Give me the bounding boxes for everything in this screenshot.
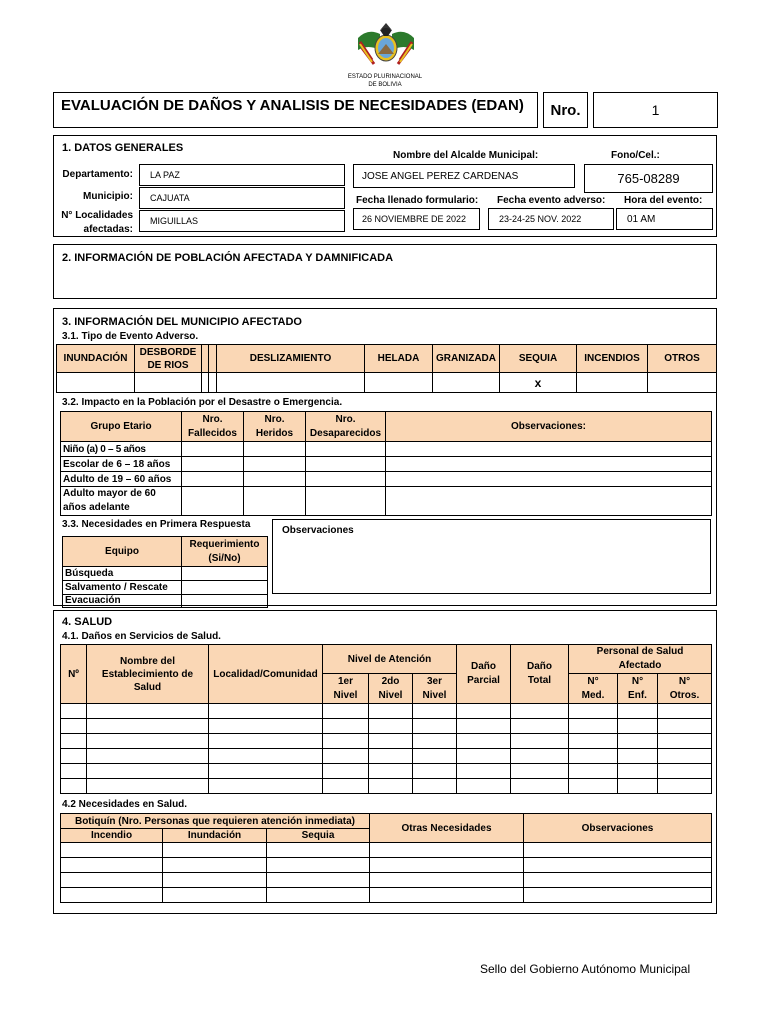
fono-value: 765-08289 [617,171,680,186]
hs-cell[interactable] [658,764,712,779]
event-desborde-cell[interactable] [135,373,202,393]
hs-nivel-header: Nivel de Atención [323,645,457,674]
state-name-line1: ESTADO PLURINACIONAL [347,74,423,80]
hs-med-line1: N° [587,675,599,687]
hs-nombre-header [87,645,209,704]
impact-desaparecidos-line1: Nro. [335,413,356,425]
hn-cell[interactable] [370,873,524,888]
hs-cell[interactable] [209,749,323,764]
fecha-evento-label: Fecha evento adverso: [497,195,606,206]
hn-cell[interactable] [163,843,267,858]
table-row [61,888,712,903]
localidades-label [55,209,133,237]
hs-cell[interactable] [369,749,413,764]
needs-row-label: Evacuación [63,595,182,608]
event-granizada-header: GRANIZADA [433,345,500,373]
event-granizada-cell[interactable] [433,373,500,393]
hs-cell[interactable] [209,719,323,734]
hn-botiquin-header: Botiquín (Nro. Personas que requieren atención inmediata) [61,814,370,829]
hn-cell[interactable] [267,888,370,903]
hs-cell[interactable] [87,749,209,764]
hs-cell[interactable] [369,719,413,734]
hs-cell[interactable] [413,734,457,749]
event-helada-cell[interactable] [365,373,433,393]
hn-cell[interactable] [163,873,267,888]
hs-cell[interactable] [209,734,323,749]
hn-sequia-header: Sequia [267,829,370,843]
impact-row-label: Escolar de 6 – 18 años [61,457,182,472]
hs-cell[interactable] [209,704,323,719]
localidades-field[interactable] [139,210,345,232]
needs-req-line2: (Si/No) [208,552,241,564]
bolivia-coat-of-arms [350,20,422,72]
hs-cell[interactable] [413,779,457,794]
event-otros-header: OTROS [648,345,717,373]
needs-cell[interactable] [182,567,268,581]
evento-subheading: 3.1. Tipo de Evento Adverso. [62,331,199,342]
poblacion-heading: 2. INFORMACIÓN DE POBLACIÓN AFECTADA Y DAMNIFICADA [62,252,394,264]
table-row [61,779,712,794]
departamento-field[interactable] [139,164,345,186]
hs-n2-line2: Nivel [378,689,403,701]
hn-incendio-header: Incendio [61,829,163,843]
municipio-heading: 3. INFORMACIÓN DEL MUNICIPIO AFECTADO [62,316,302,328]
hs-cell[interactable] [87,779,209,794]
needs-requerimiento-header [182,537,268,567]
hs-parcial-line1: Daño [471,661,496,672]
impact-fallecidos-header [182,412,244,442]
impact-cell[interactable] [386,472,712,487]
hs-cell[interactable] [457,704,511,719]
event-desborde-header [135,345,202,373]
nro-field[interactable] [593,92,718,128]
hn-inundacion-header: Inundación [163,829,267,843]
hs-cell[interactable] [323,734,369,749]
hs-nombre-line3: Salud [133,681,162,693]
impact-heridos-line2: Heridos [255,427,294,439]
needs-equipo-header: Equipo [63,537,182,567]
nro-value: 1 [651,102,660,118]
hs-cell[interactable] [457,719,511,734]
hn-cell[interactable] [370,858,524,873]
hn-cell[interactable] [267,843,370,858]
municipio-label: Municipio: [83,191,133,202]
hn-cell[interactable] [61,843,163,858]
impact-desaparecidos-line2: Desaparecidos [309,427,382,439]
hs-localidad-header: Localidad/Comunidad [209,645,323,704]
event-otros-cell[interactable] [648,373,717,393]
general-heading: 1. DATOS GENERALES [62,142,184,154]
hs-cell[interactable] [658,779,712,794]
table-row [61,858,712,873]
health-services-table [60,644,712,794]
impact-grupo-header: Grupo Etario [61,412,182,442]
hs-cell[interactable] [569,734,618,749]
event-spacer-header-b [209,345,217,373]
event-inundacion-header: INUNDACIÓN [57,345,135,373]
hs-cell[interactable] [413,719,457,734]
hs-n1-line2: Nivel [333,689,358,701]
hs-cell[interactable] [87,734,209,749]
impact-fallecidos-line2: Fallecidos [188,427,237,439]
hn-cell[interactable] [524,858,712,873]
hs-cell[interactable] [323,749,369,764]
table-row [61,764,712,779]
hs-cell[interactable] [61,719,87,734]
impact-cell[interactable] [306,457,386,472]
hs-cell[interactable] [323,719,369,734]
table-row [61,843,712,858]
impact-desaparecidos-header [306,412,386,442]
hn-cell[interactable] [163,858,267,873]
hs-cell[interactable] [511,779,569,794]
hs-cell[interactable] [87,719,209,734]
event-sequia-header: SEQUIA [500,345,577,373]
hs-parcial-header [457,645,511,704]
hs-cell[interactable] [209,764,323,779]
hn-cell[interactable] [163,888,267,903]
hs-cell[interactable] [61,734,87,749]
hs-cell[interactable] [569,764,618,779]
hs-cell[interactable] [209,779,323,794]
departamento-label: Departamento: [62,169,133,180]
page-title [53,92,538,128]
hs-cell[interactable] [658,719,712,734]
event-spacer-cell-b [209,373,217,393]
hs-cell[interactable] [457,749,511,764]
hs-cell[interactable] [323,779,369,794]
hs-otros-header [658,674,712,704]
hs-cell[interactable] [658,704,712,719]
hs-cell[interactable] [569,719,618,734]
event-desborde-line2: DE RIOS [147,359,189,371]
hs-cell[interactable] [457,779,511,794]
hn-cell[interactable] [267,858,370,873]
impact-heridos-header [244,412,306,442]
table-row [61,749,712,764]
necesidades-subheading: 3.3. Necesidades en Primera Respuesta [62,519,251,530]
fecha-evento-value: 23-24-25 NOV. 2022 [499,214,582,224]
hs-cell[interactable] [511,719,569,734]
hs-cell[interactable] [413,764,457,779]
localidades-label-line1: N° Localidades [61,210,133,221]
salud-needs-subheading: 4.2 Necesidades en Salud. [62,799,188,810]
hs-cell[interactable] [61,749,87,764]
impact-fallecidos-line1: Nro. [202,413,223,425]
event-deslizamiento-cell[interactable] [217,373,365,393]
hn-cell[interactable] [61,858,163,873]
impact-cell[interactable] [244,472,306,487]
impact-row-label [61,487,182,516]
hn-observaciones-header: Observaciones [524,814,712,843]
hs-cell[interactable] [511,764,569,779]
event-incendios-cell[interactable] [577,373,648,393]
table-row [61,704,712,719]
hs-cell[interactable] [413,749,457,764]
hora-value: 01 AM [627,213,656,225]
impact-cell[interactable] [182,472,244,487]
hs-cell[interactable] [369,704,413,719]
hs-cell[interactable] [369,734,413,749]
hn-cell[interactable] [524,888,712,903]
localidades-value: MIGUILLAS [150,216,199,226]
hs-cell[interactable] [87,764,209,779]
table-row [61,873,712,888]
impact-cell[interactable] [386,487,712,516]
hs-otros-line1: N° [678,675,691,687]
hn-cell[interactable] [370,888,524,903]
hs-cell[interactable] [618,719,658,734]
hn-cell[interactable] [370,843,524,858]
hn-otras-header: Otras Necesidades [370,814,524,843]
hs-n3-header [413,674,457,704]
alcalde-label: Nombre del Alcalde Municipal: [393,150,539,161]
coat-of-arms-icon [350,20,422,72]
impact-heridos-line1: Nro. [264,413,285,425]
hs-cell[interactable] [618,749,658,764]
hs-cell[interactable] [618,779,658,794]
impact-cell[interactable] [182,487,244,516]
hs-cell[interactable] [658,734,712,749]
hs-num-header: Nº [61,645,87,704]
departamento-value: LA PAZ [150,170,180,180]
hs-enf-header [618,674,658,704]
impact-cell[interactable] [306,472,386,487]
hs-cell[interactable] [569,704,618,719]
salud-heading: 4. SALUD [62,616,113,628]
hora-label: Hora del evento: [624,195,703,206]
hs-cell[interactable] [658,749,712,764]
fecha-llenado-label: Fecha llenado formulario: [356,195,479,206]
needs-cell[interactable] [182,581,268,595]
nro-label [543,92,588,128]
impact-row-label-line1: Adulto mayor de 60 [63,488,156,499]
health-needs-table [60,813,712,903]
event-spacer-header-a [202,345,209,373]
municipio-field[interactable] [139,187,345,209]
hs-cell[interactable] [369,779,413,794]
impact-cell[interactable] [306,442,386,457]
impact-cell[interactable] [182,457,244,472]
impact-cell[interactable] [182,442,244,457]
hs-enf-line2: Enf. [628,689,647,701]
hs-total-line2: Total [527,675,552,686]
hn-cell[interactable] [524,873,712,888]
fono-label: Fono/Cel.: [611,150,660,161]
hn-cell[interactable] [61,888,163,903]
hs-cell[interactable] [511,734,569,749]
hn-cell[interactable] [61,873,163,888]
hs-n1-line1: 1er [337,675,353,687]
fecha-llenado-value: 26 NOVIEMBRE DE 2022 [362,214,467,224]
needs-row-label: Salvamento / Rescate [63,581,182,595]
impact-row-label: Niño (a) 0 – 5 años [61,442,182,457]
alcalde-value: JOSE ANGEL PEREZ CARDENAS [362,170,519,182]
impact-cell[interactable] [386,442,712,457]
municipio-value: CAJUATA [150,193,190,203]
hs-total-header [511,645,569,704]
hs-n2-header [369,674,413,704]
hs-cell[interactable] [569,779,618,794]
hs-cell[interactable] [618,764,658,779]
observaciones-box[interactable] [272,519,711,594]
impact-cell[interactable] [244,442,306,457]
table-row [61,734,712,749]
impact-observaciones-header: Observaciones: [386,412,712,442]
hs-parcial-line2: Parcial [467,675,500,686]
impacto-subheading: 3.2. Impacto en la Población por el Desastre o Emergencia. [62,397,343,408]
hs-cell[interactable] [61,704,87,719]
salud-subheading: 4.1. Daños en Servicios de Salud. [62,631,221,642]
hs-n3-line1: 3er [426,675,442,687]
hs-personal-line2: Afectado [618,660,662,671]
localidades-label-line2: afectadas: [83,224,133,235]
hs-med-line2: Med. [581,689,605,701]
needs-row-label: Búsqueda [63,567,182,581]
hs-cell[interactable] [457,734,511,749]
hs-cell[interactable] [61,779,87,794]
event-helada-header: HELADA [365,345,433,373]
hs-cell[interactable] [323,704,369,719]
page-title-text: EVALUACIÓN DE DAÑOS Y ANALISIS DE NECESIDADES (EDAN) [61,97,524,114]
seal-label: Sello del Gobierno Autónomo Municipal [480,962,691,976]
event-spacer-cell-a [202,373,209,393]
hs-med-header [569,674,618,704]
observaciones-label: Observaciones [282,525,354,536]
hn-cell[interactable] [267,873,370,888]
needs-req-line1: Requerimiento [189,538,260,550]
hs-cell[interactable] [457,764,511,779]
impact-row-label: Adulto de 19 – 60 años [61,472,182,487]
impact-row-label-line2: años adelante [63,502,130,513]
hs-enf-line1: N° [631,675,644,687]
needs-cell[interactable] [182,595,268,608]
hs-personal-header [569,645,712,674]
hs-cell[interactable] [413,704,457,719]
impact-cell[interactable] [244,457,306,472]
state-name-line2: DE BOLIVIA [368,82,402,88]
hs-cell[interactable] [323,764,369,779]
event-desborde-line1: DESBORDE [139,346,197,358]
hs-cell[interactable] [511,704,569,719]
hs-cell[interactable] [87,704,209,719]
hs-nombre-line1: Nombre del [119,655,175,667]
hs-nombre-line2: Establecimiento de [101,668,194,680]
event-deslizamiento-header: DESLIZAMIENTO [217,345,365,373]
alcalde-field[interactable] [353,164,575,188]
hs-otros-line2: Otros. [669,689,700,701]
hs-cell[interactable] [569,749,618,764]
hs-cell[interactable] [61,764,87,779]
hs-n1-header [323,674,369,704]
table-row [61,719,712,734]
impact-cell[interactable] [386,457,712,472]
event-type-table [56,344,717,393]
hs-cell[interactable] [618,704,658,719]
fono-field[interactable] [584,164,713,193]
fecha-llenado-field[interactable] [353,208,480,230]
fecha-evento-field[interactable] [488,208,614,230]
hs-personal-line1: Personal de Salud [596,646,684,657]
hs-cell[interactable] [369,764,413,779]
event-inundacion-cell[interactable] [57,373,135,393]
impact-cell[interactable] [306,487,386,516]
hn-cell[interactable] [524,843,712,858]
impact-table [60,411,712,516]
hs-total-line1: Daño [527,661,552,672]
hs-n2-line1: 2do [381,675,400,687]
hs-cell[interactable] [511,749,569,764]
nro-label-text: Nro. [550,101,581,119]
hs-n3-line2: Nivel [422,689,447,701]
event-sequia-cell[interactable]: x [500,373,577,393]
hs-cell[interactable] [618,734,658,749]
state-name [330,73,440,89]
needs-table [62,536,268,608]
impact-cell[interactable] [244,487,306,516]
hora-field[interactable] [616,208,713,230]
event-incendios-header: INCENDIOS [577,345,648,373]
